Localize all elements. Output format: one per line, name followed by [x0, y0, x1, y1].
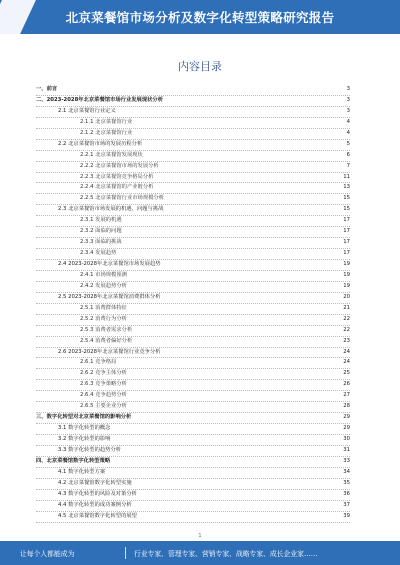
toc-entry-page: 29 [343, 425, 350, 432]
toc-entry[interactable] [36, 457, 350, 468]
toc-entry-page: 3 [346, 96, 350, 103]
toc-entry-page: 21 [343, 304, 350, 311]
toc-entry-page: 17 [343, 250, 350, 257]
toc-entry-text: 2.1.2 北京菜餐馆行业 [80, 129, 133, 136]
toc-entry-page: 17 [343, 217, 350, 224]
toc-entry-text: 2.6.2 竞争主体分析 [80, 370, 127, 377]
toc-entry[interactable] [36, 391, 350, 402]
toc-entry-text: 2.6.3 竞争策略分析 [80, 381, 127, 388]
toc-entry[interactable] [36, 205, 350, 216]
toc-entry[interactable] [36, 512, 350, 523]
toc-entry[interactable] [36, 348, 350, 359]
toc-entry-text: 2.1 北京菜餐馆行业定义 [58, 107, 116, 114]
toc-entry-page: 22 [343, 326, 350, 333]
toc-entry[interactable] [36, 304, 350, 315]
toc-entry[interactable] [36, 183, 350, 194]
toc-entry[interactable] [36, 162, 350, 173]
toc-entry-text: 三、数字化转型对北京菜餐馆的影响分析 [36, 414, 132, 421]
toc-entry-text: 二、2023-2028年北京菜餐馆市场行业发展现状分析 [36, 96, 164, 103]
toc-entry-text: 2.1.1 北京菜餐馆行业 [80, 118, 133, 125]
toc-entry[interactable] [36, 238, 350, 249]
toc-entry[interactable] [36, 249, 350, 260]
toc-entry[interactable] [36, 260, 350, 271]
toc-entry-text: 2.3.4 发展趋势 [80, 250, 117, 257]
toc-entry-page: 28 [343, 403, 350, 410]
toc-entry-text: 4.1 数字化转型方案 [58, 468, 106, 475]
toc-entry[interactable] [36, 293, 350, 304]
toc-entry-page: 33 [343, 457, 350, 464]
toc-heading: 内容目录 [178, 60, 222, 73]
toc-entry-text: 4.2 北京菜餐馆数字化转型实施 [58, 479, 132, 486]
toc-entry-page: 23 [343, 337, 350, 344]
toc-entry[interactable] [36, 380, 350, 391]
toc-entry[interactable] [36, 479, 350, 490]
toc-entry-page: 19 [343, 271, 350, 278]
toc-entry-page: 13 [343, 184, 350, 191]
toc-entry-text: 2.5.3 消费者需求分析 [80, 326, 133, 333]
toc-entry[interactable] [36, 337, 350, 348]
toc-entry-page: 26 [343, 381, 350, 388]
toc-entry-page: 24 [343, 359, 350, 366]
toc-entry[interactable] [36, 490, 350, 501]
toc-entry-page: 31 [343, 446, 350, 453]
toc-entry-text: 2.2.5 北京菜餐馆行业市场规模分析 [80, 195, 165, 202]
toc-entry-text: 2.5.2 消费行为分析 [80, 315, 127, 322]
toc-entry[interactable] [36, 107, 350, 118]
toc-entry-text: 4.5 北京菜餐馆数字化转型的展望 [58, 512, 137, 519]
toc-entry-page: 22 [343, 315, 350, 322]
toc-entry-text: 3.2 数字化转型的影响 [58, 436, 111, 442]
toc-entry-text: 2.3.3 面临的挑战 [80, 239, 122, 246]
toc-entry-text: 2.2.4 北京菜餐馆的产业链分析 [80, 184, 154, 191]
toc-entry-page: 3 [346, 86, 350, 92]
toc-entry-text: 2.5.4 消费者偏好分析 [80, 337, 133, 344]
toc-entry[interactable] [36, 151, 350, 162]
toc-entry[interactable] [36, 282, 350, 293]
toc-entry[interactable] [36, 358, 350, 369]
toc-entry-text: 2.4 2023-2028年北京菜餐馆市场发展趋势 [58, 261, 161, 267]
toc-entry[interactable] [36, 435, 350, 446]
toc-entry-page: 35 [343, 479, 350, 486]
toc-entry-text: 3.1 数字化转型的概念 [58, 425, 111, 432]
toc-entry-page: 37 [343, 501, 350, 508]
toc-entry-page: 25 [343, 370, 350, 377]
toc-entry-text: 2.6.1 竞争格局 [80, 359, 117, 366]
footer-slogan-right: 行业专家、管理专家、营销专家、战略专家、成长企业家…… [134, 550, 318, 558]
toc-entry-text: 2.3.1 发展的机遇 [80, 217, 122, 224]
toc-entry[interactable] [36, 326, 350, 337]
toc-entry[interactable] [36, 118, 350, 129]
toc-entry[interactable] [36, 96, 350, 107]
footer-banner [0, 541, 400, 565]
toc-entry-page: 19 [343, 282, 350, 289]
table-of-contents [36, 85, 350, 523]
toc-entry[interactable] [36, 501, 350, 512]
toc-entry-text: 2.5.1 消费群体特征 [80, 304, 127, 311]
toc-entry-text: 4.3 数字化转型的风险及对策分析 [58, 490, 137, 497]
toc-entry[interactable] [36, 85, 350, 96]
toc-entry[interactable] [36, 413, 350, 424]
toc-entry-text: 3.3 数字化转型的趋势分析 [58, 446, 122, 453]
toc-entry[interactable] [36, 227, 350, 238]
toc-entry-page: 19 [343, 261, 350, 267]
toc-entry-page: 4 [346, 118, 350, 125]
page-number: 1 [198, 533, 202, 539]
report-title: 北京菜餐馆市场分析及数字化转型策略研究报告 [65, 10, 335, 25]
toc-entry[interactable] [36, 271, 350, 282]
toc-entry[interactable] [36, 216, 350, 227]
toc-entry-page: 5 [346, 140, 350, 147]
toc-entry-page: 20 [343, 293, 350, 300]
toc-entry-page: 15 [343, 206, 350, 213]
toc-entry-page: 24 [343, 348, 350, 355]
toc-entry-page: 30 [343, 436, 350, 442]
toc-entry-page: 27 [343, 392, 350, 399]
toc-entry-page: 7 [346, 162, 350, 169]
toc-entry-text: 2.2.1 北京菜餐馆发展现状 [80, 151, 143, 158]
toc-entry-text: 4.4 数字化转型的成功案例分析 [58, 501, 132, 508]
toc-entry-text: 2.2.3 北京菜餐馆竞争格局分析 [80, 173, 154, 180]
toc-entry[interactable] [36, 315, 350, 326]
header-banner [0, 0, 400, 34]
toc-entry-page: 29 [343, 414, 350, 421]
toc-entry[interactable] [36, 424, 350, 435]
footer-separator [125, 547, 126, 559]
toc-entry-text: 2.6 2023-2028年北京菜餐馆行业竞争分析 [58, 348, 161, 355]
toc-entry-text: 2.4.1 市场规模预测 [80, 271, 127, 278]
toc-entry-text: 一、前言 [36, 86, 58, 92]
toc-entry-text: 2.3 北京菜餐馆市场发展的机遇、问题与挑战 [58, 206, 164, 213]
toc-entry-text: 四、北京菜餐馆数字化转型策略 [36, 457, 111, 464]
toc-entry-text: 2.6.4 竞争趋势分析 [80, 392, 127, 399]
toc-entry[interactable] [36, 446, 350, 457]
toc-entry-page: 39 [343, 512, 350, 519]
toc-entry[interactable] [36, 194, 350, 205]
toc-entry-text: 2.5 2023-2028年北京菜餐馆消费群体分析 [58, 293, 161, 300]
toc-entry[interactable] [36, 129, 350, 140]
toc-entry-page: 3 [346, 107, 350, 114]
toc-entry-page: 11 [343, 173, 350, 180]
toc-entry-page: 17 [343, 228, 350, 235]
toc-entry-text: 2.3.2 面临的问题 [80, 228, 122, 235]
toc-entry[interactable] [36, 173, 350, 184]
toc-entry-text: 2.2.2 北京菜餐馆市场的发展分析 [80, 162, 159, 169]
toc-entry-text: 2.4.2 发展趋势分析 [80, 282, 127, 289]
toc-entry-page: 34 [343, 468, 350, 475]
toc-entry[interactable] [36, 140, 350, 151]
toc-entry-page: 4 [346, 129, 350, 136]
toc-entry-page: 36 [343, 490, 350, 497]
toc-entry-page: 6 [346, 151, 350, 158]
footer-slogan-left: 让每个人都能成为 [20, 550, 75, 558]
toc-entry-page: 17 [343, 239, 350, 246]
toc-entry-text: 2.2 北京菜餐馆市场的发展历程分析 [58, 140, 143, 147]
toc-entry[interactable] [36, 468, 350, 479]
toc-entry[interactable] [36, 402, 350, 413]
toc-entry[interactable] [36, 369, 350, 380]
toc-entry-page: 15 [343, 195, 350, 202]
toc-entry-text: 2.6.5 主要企业分析 [80, 403, 127, 410]
